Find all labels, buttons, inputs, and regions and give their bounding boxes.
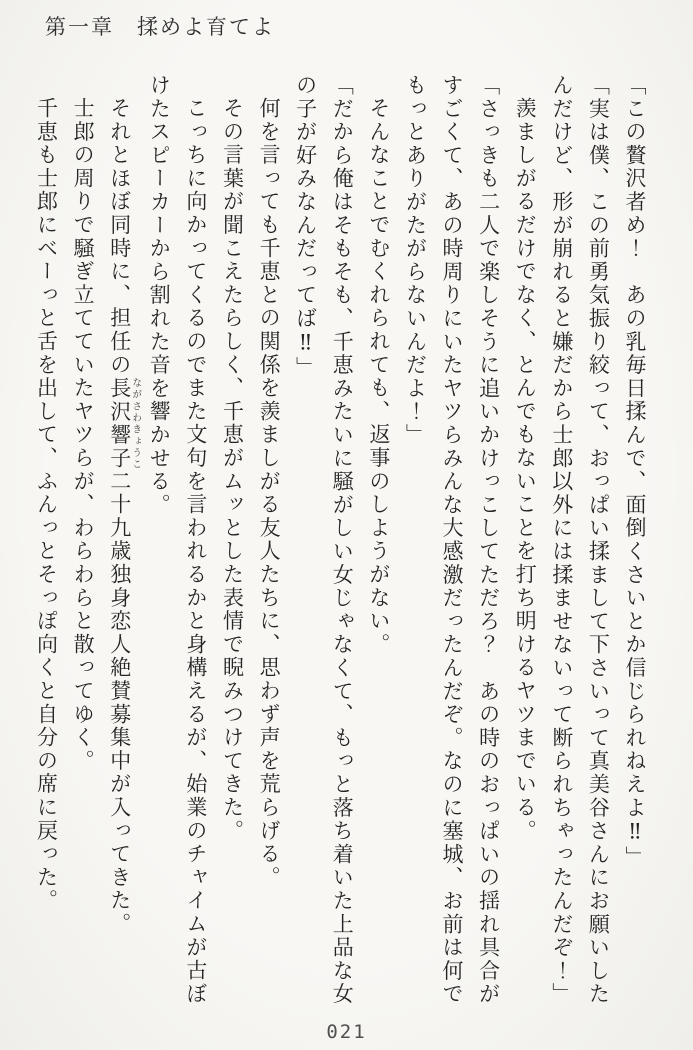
chapter-header: 第一章 揉めよ育てよ <box>45 15 275 39</box>
paragraph-1: 「この贅沢者め！ あの乳毎日揉んで、面倒くさいとか信じられねえよ‼」 <box>623 74 647 870</box>
paragraph-3: 羨ましがるだけでなく、とんでもないことを打ち明けるヤツまでいる。 <box>513 97 538 843</box>
paragraph-4: 「さっきも二人で楽しそうに追いかけっこしてただろ？ あの時のおっぱいの揺れ具合がすごくて、あの時周りにいたヤツらみんな大感激だったんだぞ。なのに塞城、お前は何でもっとありがたがらないんだよ！」 <box>403 74 501 1006</box>
paragraph-10 <box>101 74 141 1010</box>
paragraph-8: その言葉が聞こえたらしく、千恵がムッとした表情で睨みつけてきた。 <box>220 97 245 843</box>
paragraph-9: こっちに向かってくるのでまた文句を言われるかと身構えるが、始業のチャイムが古ぼけたスピーカーから割れた音を響かせる。 <box>147 74 208 1007</box>
paragraph-11: 士郎の周りで騒ぎ立てていたヤツらが、わらわらと散ってゆく。 <box>71 97 96 774</box>
paragraph-7: 何を言っても千恵との関係を羨ましがる友人たちに、思わず声を荒らげる。 <box>257 97 282 890</box>
page-number: 021 <box>326 1021 367 1043</box>
teacher-name-furigana: ながさわきょうこ <box>130 377 142 471</box>
paragraph-12: 千恵も士郎にベーっと舌を出して、ふんっとそっぽ向くと自分の席に戻った。 <box>34 97 59 913</box>
paragraph-2: 「実は僕、この前勇気振り絞って、おっぱい揉まして下さいって真美谷さんにお願いしたんだけど、形が崩れると嫌だから士郎以外には揉ませないって断られちゃったんだぞ！」 <box>549 74 611 1006</box>
teacher-name-ruby <box>107 377 142 471</box>
paragraph-5: そんなことでむくれられても、返事のしようがない。 <box>366 97 391 657</box>
paragraph-text: 二十九歳独身恋人絶賛募集中が入ってきた。 <box>107 470 132 937</box>
paragraph-text: それとほぼ同時に、担任の <box>107 97 132 377</box>
paragraph-6: 「だから俺はそもそも、千恵みたいに騒がしい女じゃなくて、もっと落ち着いた上品な女の子が好みなんだってば‼」 <box>293 74 355 1006</box>
teacher-name: 長沢響子 <box>107 377 132 471</box>
body-text <box>28 74 653 1010</box>
